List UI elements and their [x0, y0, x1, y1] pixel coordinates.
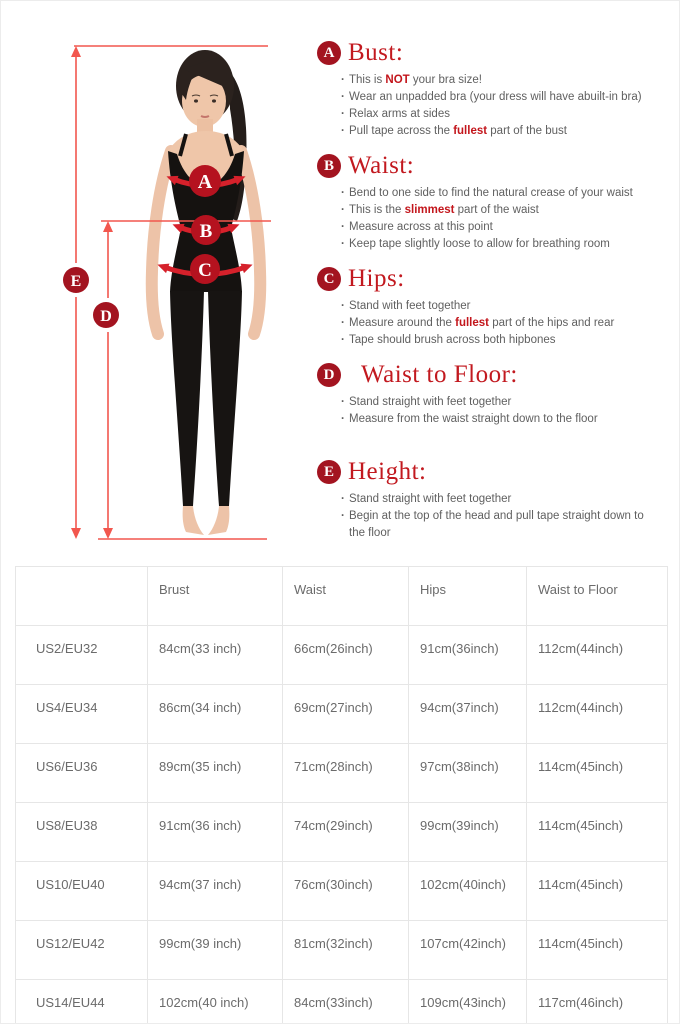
bullet-item: · Stand straight with feet together	[349, 394, 673, 411]
header-waist-to-floor: Waist to Floor	[527, 567, 668, 626]
table-row: US12/EU42 99cm(39 inch) 81cm(32inch) 107cm(42inch) 114cm(45inch)	[16, 921, 668, 980]
bullet-item: · Relax arms at sides	[349, 106, 673, 123]
section-waist-to-floor	[315, 361, 673, 428]
section-title: Bust:	[348, 39, 404, 66]
table-row: US10/EU40 94cm(37 inch) 76cm(30inch) 102cm(40inch) 114cm(45inch)	[16, 862, 668, 921]
section-title: Waist:	[348, 152, 415, 179]
table-row: US2/EU32 84cm(33 inch) 66cm(26inch) 91cm(36inch) 112cm(44inch)	[16, 626, 668, 685]
bullet-item: · This is NOT your bra size!	[349, 72, 673, 89]
bullet-item: · Wear an unpadded bra (your dress will have abuilt-in bra)	[349, 89, 673, 106]
bullet-item: · Pull tape across the fullest part of the bust	[349, 123, 673, 140]
section-bust	[315, 39, 673, 140]
size-label: US4/EU34	[16, 685, 148, 744]
size-label: US8/EU38	[16, 803, 148, 862]
header-waist: Waist	[283, 567, 409, 626]
table-row: US14/EU44 102cm(40 inch) 84cm(33inch) 109cm(43inch) 117cm(46inch)	[16, 980, 668, 1024]
hips-badge-icon: C	[317, 267, 341, 291]
section-hips	[315, 265, 673, 349]
size-label: US12/EU42	[16, 921, 148, 980]
header-brust: Brust	[148, 567, 283, 626]
model-illustration	[152, 50, 261, 535]
bullet-item: · Measure from the waist straight down to the floor	[349, 411, 673, 428]
height-badge-icon: E	[317, 460, 341, 484]
section-waist-to-floor-heading	[315, 361, 673, 389]
badge-b-letter: B	[199, 221, 213, 242]
table-row: US4/EU34 86cm(34 inch) 69cm(27inch) 94cm(37inch) 112cm(44inch)	[16, 685, 668, 744]
badge-a-letter: A	[197, 171, 213, 193]
table-row: US8/EU38 91cm(36 inch) 74cm(29inch) 99cm(39inch) 114cm(45inch)	[16, 803, 668, 862]
size-label: US10/EU40	[16, 862, 148, 921]
section-title: Waist to Floor:	[361, 361, 518, 388]
header-hips: Hips	[409, 567, 527, 626]
section-title: Height:	[348, 458, 427, 485]
measurement-instructions	[315, 39, 673, 554]
bullet-item: · Bend to one side to find the natural crease of your waist	[349, 185, 673, 202]
section-waist	[315, 152, 673, 253]
measurement-figure	[1, 1, 321, 561]
table-header-row	[16, 567, 668, 626]
size-chart-table	[15, 566, 668, 1024]
table-row: US6/EU36 89cm(35 inch) 71cm(28inch) 97cm(38inch) 114cm(45inch)	[16, 744, 668, 803]
bullet-item: · Keep tape slightly loose to allow for breathing room	[349, 236, 673, 253]
badge-e-letter: E	[70, 273, 82, 290]
section-height-heading	[315, 458, 673, 486]
bullet-item: · Measure across at this point	[349, 219, 673, 236]
size-label: US6/EU36	[16, 744, 148, 803]
waist-badge-icon: B	[317, 154, 341, 178]
bullet-item: · Begin at the top of the head and pull tape straight down to the floor	[349, 508, 649, 542]
bullet-item: · Tape should brush across both hipbones	[349, 332, 673, 349]
size-figure-illustration	[1, 1, 321, 561]
badge-c-letter: C	[198, 260, 212, 281]
bullet-item: · Measure around the fullest part of the hips and rear	[349, 315, 673, 332]
section-waist-heading	[315, 152, 673, 180]
bullet-item: · Stand straight with feet together	[349, 491, 673, 508]
bullet-item: · This is the slimmest part of the waist	[349, 202, 673, 219]
bullet-item: · Stand with feet together	[349, 298, 673, 315]
section-title: Hips:	[348, 265, 405, 292]
bust-badge-icon: A	[317, 41, 341, 65]
header-size	[16, 567, 148, 626]
section-hips-heading	[315, 265, 673, 293]
section-height	[315, 458, 673, 542]
badge-d-letter: D	[100, 308, 112, 325]
section-bust-heading	[315, 39, 673, 67]
waist-to-floor-badge-icon: D	[317, 363, 341, 387]
size-label: US14/EU44	[16, 980, 148, 1024]
size-label: US2/EU32	[16, 626, 148, 685]
